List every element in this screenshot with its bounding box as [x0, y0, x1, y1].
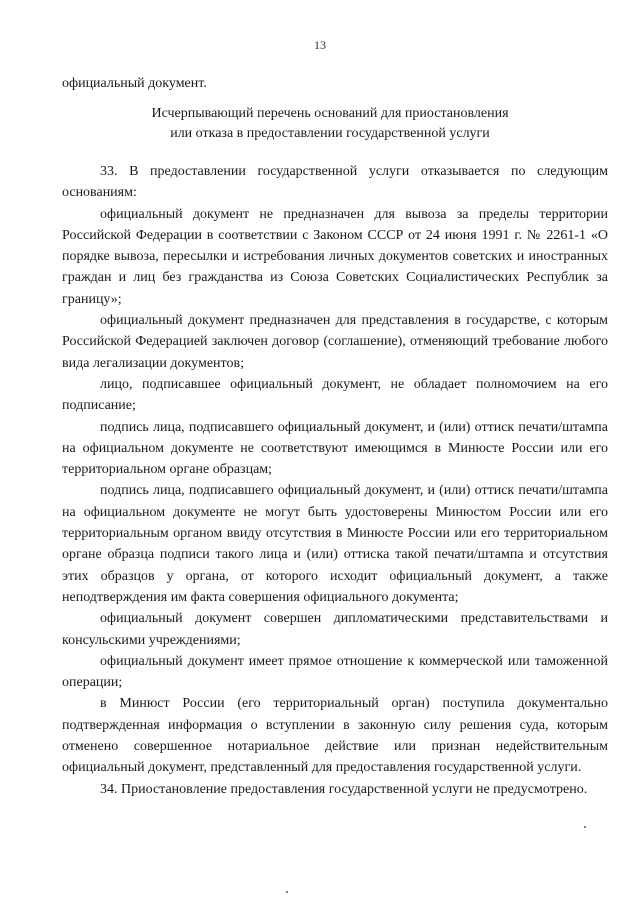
paragraph-33: 33. В предоставлении государственной услуги отказывается по следующим основаниям:: [62, 164, 608, 201]
paragraph-item: официальный документ совершен дипломатическими представительствами и консульскими учреждениями;: [62, 611, 608, 648]
paragraph-item: лицо, подписавшее официальный документ, не обладает полномочием на его подписание;: [62, 376, 608, 414]
section-heading-line-1: Исчерпывающий перечень оснований для приостановления: [151, 106, 509, 121]
scan-speck: [286, 891, 288, 893]
page-number: 13: [314, 38, 326, 52]
section-heading: [80, 104, 580, 144]
section-heading-line-2: или отказа в предоставлении государственной услуги: [170, 126, 490, 141]
paragraph-item: в Минюст России (его территориальный орган) поступила документально подтвержденная информация о вступлении в законную силу решения суда, которым отменено совершенное нотариальное действие или признан недействительным официальный документ, представленный для предоставления государственной услуги.: [62, 696, 608, 776]
paragraph-34: 34. Приостановление предоставления государственной услуги не предусмотрено.: [100, 781, 588, 797]
paragraph-item: официальный документ не предназначен для вывоза за пределы территории Российской Федерации в соответствии с Законом СССР от 24 июня 1991 г. № 2261-1 «О порядке вывоза, пересылки и истребования личных документов советских и иностранных граждан и лиц без гражданства из Союза Советских Социалистических Республик за границу»;: [62, 206, 608, 307]
body-text: [62, 161, 608, 800]
scan-speck: [584, 826, 586, 828]
paragraph-item: официальный документ имеет прямое отношение к коммерческой или таможенной операции;: [62, 653, 608, 691]
paragraph-item: подпись лица, подписавшего официальный документ, и (или) оттиск печати/штампа на официальном документе не могут быть удостоверены Минюстом России или его территориальным органом ввиду отсутствия в Минюсте России или его территориальном органе образца подписи такого лица и (или) оттиска такой печати/штампа и отсутствия этих образцов у органа, от которого исходит официальный документ, а также неподтверждения им факта совершения официального документа;: [62, 483, 608, 605]
paragraph-item: официальный документ предназначен для представления в государстве, с которым Российской Федерацией заключен договор (соглашение), отменяющий требование любого вида легализации документов;: [62, 313, 608, 371]
paragraph-item: подпись лица, подписавшего официальный документ, и (или) оттиск печати/штампа на официальном документе не соответствуют имеющимся в Минюсте России или его территориальном органе образцам;: [62, 419, 608, 478]
continuation-line: официальный документ.: [62, 76, 207, 91]
